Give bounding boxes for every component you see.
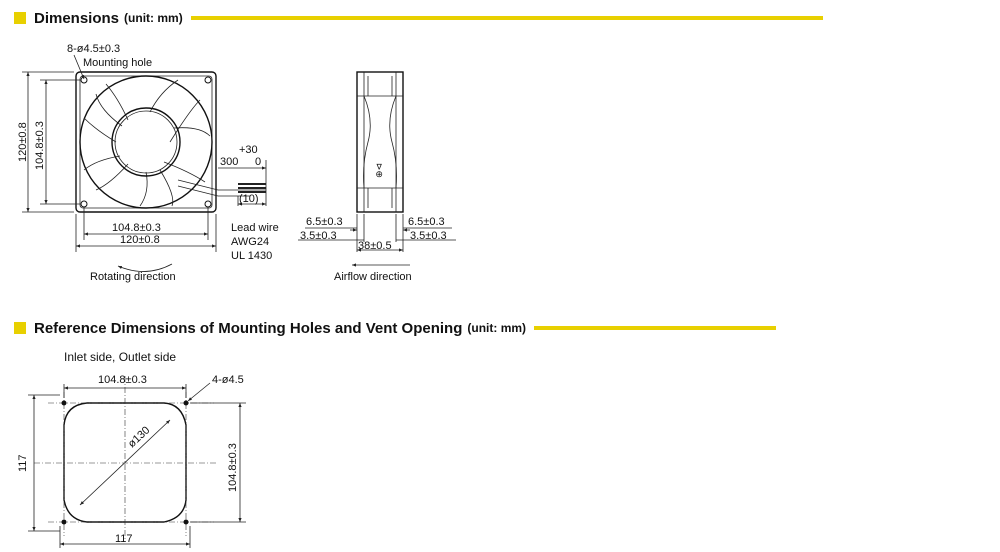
fan-hub-inner [115, 111, 177, 173]
mounting-hole-label: Mounting hole [83, 57, 153, 69]
fan-hub [112, 108, 180, 176]
fan-blades [84, 80, 210, 206]
lead-tol-lower: 0 [255, 156, 262, 168]
height-outer-dim: 120±0.8 [17, 122, 29, 162]
section-unit: (unit: mm) [124, 11, 183, 25]
section-unit: (unit: mm) [467, 321, 527, 335]
mounting-hole-spec: 8-ø4.5±0.3 [67, 43, 121, 55]
section-marker-icon [14, 322, 26, 334]
airflow-direction-label: Airflow direction [334, 271, 412, 283]
side-right-flange-dim: 6.5±0.3 [408, 216, 445, 228]
dimensions-drawing [0, 30, 480, 292]
section-rule [191, 16, 823, 20]
section-header-reference [14, 318, 776, 338]
reference-side-label: Inlet side, Outlet side [64, 350, 177, 364]
section-title: Reference Dimensions of Mounting Holes and Vent Opening [34, 319, 463, 337]
side-depth-dim: 38±0.5 [358, 240, 392, 252]
fan-front-view [17, 43, 279, 283]
side-left-inner-dim: 3.5±0.3 [300, 230, 337, 242]
lead-length-dim: 300 [220, 156, 239, 168]
lead-wire-standard: UL 1430 [231, 250, 273, 262]
section-title: Dimensions [34, 9, 120, 27]
right-dim: 104.8±0.3 [227, 443, 239, 492]
section-marker-icon [14, 12, 26, 24]
lead-tol-upper: +30 [239, 144, 258, 156]
lead-strip-dim: (10) [239, 193, 259, 205]
bottom-dim: 117 [115, 533, 133, 545]
lead-wire-gauge: AWG24 [231, 236, 270, 248]
side-left-flange-dim: 6.5±0.3 [306, 216, 343, 228]
height-pitch-dim: 104.8±0.3 [34, 121, 46, 170]
side-label-mark: ⊕⊲ [374, 162, 384, 178]
hole-spec-dim: 4-ø4.5 [212, 374, 244, 386]
reference-drawing [0, 340, 300, 552]
side-right-inner-dim: 3.5±0.3 [410, 230, 447, 242]
section-header-dimensions [14, 8, 823, 28]
lead-wire-label: Lead wire [231, 222, 279, 234]
left-dim: 117 [17, 454, 29, 472]
width-pitch-dim: 104.8±0.3 [112, 222, 161, 234]
width-outer-dim: 120±0.8 [120, 234, 160, 246]
vent-diameter-dim: ø130 [125, 424, 153, 451]
fan-side-view [298, 72, 456, 283]
rotating-direction-label: Rotating direction [90, 271, 176, 283]
top-pitch-dim: 104.8±0.3 [98, 374, 147, 386]
section-rule [534, 326, 776, 330]
